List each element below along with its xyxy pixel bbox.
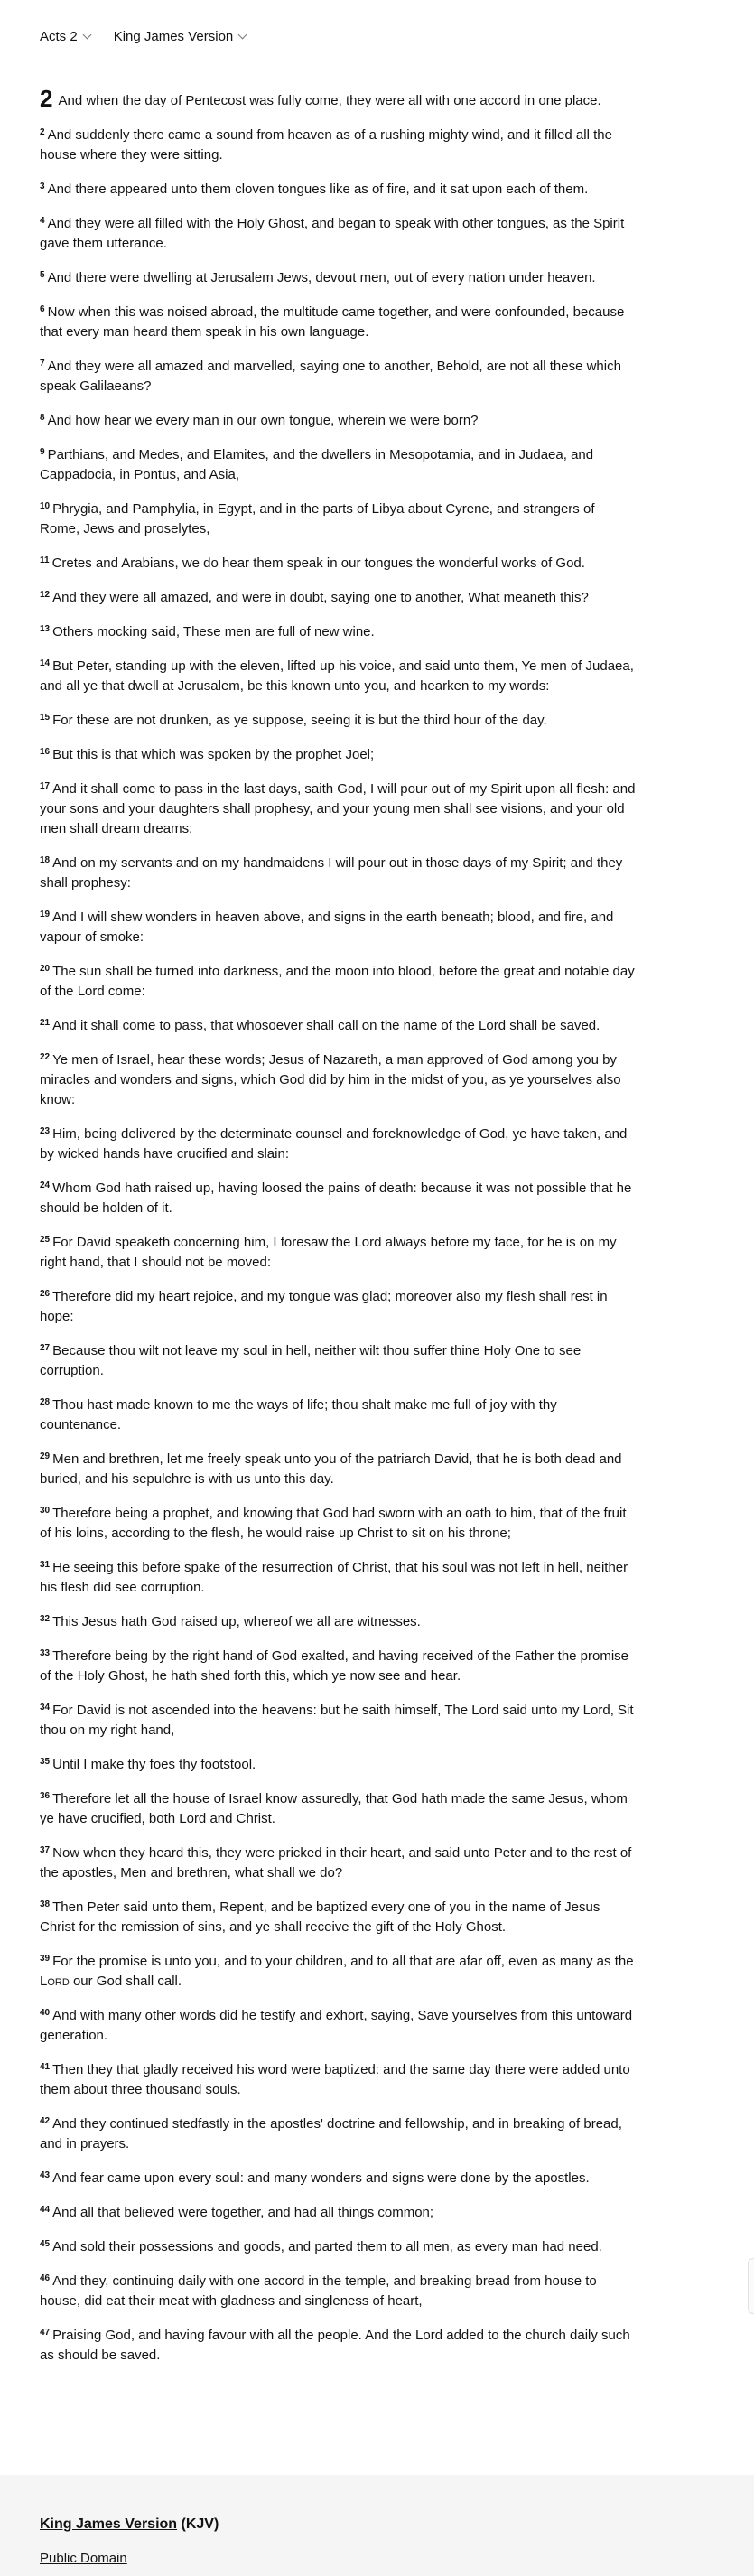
verse-number: 2 bbox=[40, 127, 45, 137]
version-name-link[interactable]: King James Version bbox=[40, 2516, 178, 2532]
verse-number: 30 bbox=[40, 1506, 51, 1516]
verse[interactable] bbox=[40, 214, 636, 254]
verse[interactable] bbox=[40, 745, 636, 765]
verse[interactable] bbox=[40, 2114, 636, 2154]
verse-text: And they were all amazed and marvelled, saying one to another, Behold, are not all these which speak Galilaeans? bbox=[40, 359, 621, 394]
verse-text: And with many other words did he testify and exhort, saying, Save yourselves from this untoward generation. bbox=[40, 2008, 633, 2043]
verse[interactable] bbox=[40, 2169, 636, 2189]
verse-number: 32 bbox=[40, 1614, 51, 1624]
verse-text: Others mocking said, These men are full of new wine. bbox=[52, 624, 375, 639]
verse-text: Until I make thy foes thy footstool. bbox=[52, 1757, 256, 1772]
version-abbreviation: (KJV) bbox=[181, 2516, 219, 2532]
verse-number: 12 bbox=[40, 590, 51, 600]
verse[interactable] bbox=[40, 180, 636, 200]
verse-text: Then they that gladly received his word were baptized: and the same day there were added unto them about three thousand souls. bbox=[40, 2062, 630, 2097]
verse-number: 6 bbox=[40, 304, 45, 314]
verse-text: Therefore let all the house of Israel know assuredly, that God hath made the same Jesus, whom ye have crucified, both Lord and Christ. bbox=[40, 1791, 628, 1826]
version-picker[interactable] bbox=[114, 29, 247, 44]
chapter-number: 2 bbox=[40, 85, 53, 112]
verse[interactable] bbox=[40, 1179, 636, 1218]
verse[interactable] bbox=[40, 126, 636, 165]
verse-text: Therefore being by the right hand of God exalted, and having received of the Father the promise of the Holy Ghost, he hath shed forth this, which ye now see and hear. bbox=[40, 1648, 629, 1684]
verse-text: And there were dwelling at Jerusalem Jews, devout men, out of every nation under heaven. bbox=[47, 270, 596, 285]
verse-text: And fear came upon every soul: and many wonders and signs were done by the apostles. bbox=[52, 2170, 590, 2186]
verse-number: 8 bbox=[40, 413, 45, 423]
verse-number: 19 bbox=[40, 910, 51, 919]
verse[interactable] bbox=[40, 1843, 636, 1883]
verse-number: 26 bbox=[40, 1289, 51, 1299]
verse[interactable] bbox=[40, 303, 636, 342]
book-chapter-picker[interactable] bbox=[40, 29, 90, 44]
verse[interactable] bbox=[40, 85, 636, 112]
verse[interactable] bbox=[40, 2272, 636, 2311]
verse[interactable] bbox=[40, 268, 636, 288]
verse-number: 38 bbox=[40, 1899, 51, 1909]
verse[interactable] bbox=[40, 1755, 636, 1775]
verse-text: Whom God hath raised up, having loosed the pains of death: because it was not possible that he should be holden of it. bbox=[40, 1181, 632, 1216]
verse[interactable] bbox=[40, 2326, 636, 2366]
verse-text: The sun shall be turned into darkness, and the moon into blood, before the great and notable day of the Lord come: bbox=[40, 964, 635, 999]
verse-text: For these are not drunken, as ye suppose, seeing it is but the third hour of the day. bbox=[52, 713, 547, 728]
divine-name: Lord bbox=[40, 1974, 70, 1989]
verse-text: Because thou wilt not leave my soul in hell, neither wilt thou suffer thine Holy One to see corruption. bbox=[40, 1343, 582, 1378]
verse-number: 42 bbox=[40, 2116, 51, 2126]
verse-text: Cretes and Arabians, we do hear them speak in our tongues the wonderful works of God. bbox=[51, 555, 585, 571]
verse[interactable] bbox=[40, 1016, 636, 1036]
verse[interactable] bbox=[40, 1450, 636, 1489]
chevron-down-icon bbox=[238, 30, 247, 39]
verse[interactable] bbox=[40, 962, 636, 1002]
verse[interactable] bbox=[40, 1898, 636, 1937]
verse-text: Now when they heard this, they were pricked in their heart, and said unto Peter and to the rest of the apostles, Men and brethren, what shall we do? bbox=[40, 1845, 632, 1881]
verse[interactable] bbox=[40, 1612, 636, 1632]
verse-text: And all that believed were together, and had all things common; bbox=[52, 2205, 434, 2220]
verse-text: But this is that which was spoken by the prophet Joel; bbox=[52, 747, 375, 762]
verse[interactable] bbox=[40, 2060, 636, 2100]
verse-number: 31 bbox=[40, 1560, 51, 1570]
verse-number: 11 bbox=[40, 555, 50, 565]
book-chapter-label: Acts 2 bbox=[40, 28, 78, 44]
verse[interactable] bbox=[40, 1050, 636, 1110]
verse[interactable] bbox=[40, 1125, 636, 1164]
verse-text: And when the day of Pentecost was fully come, they were all with one accord in one place. bbox=[58, 93, 601, 108]
verse[interactable] bbox=[40, 1558, 636, 1598]
verse[interactable] bbox=[40, 779, 636, 839]
verse-number: 40 bbox=[40, 2008, 51, 2018]
verse-text: Praising God, and having favour with all the people. And the Lord added to the church daily such as should be saved. bbox=[40, 2328, 630, 2363]
verse-number: 16 bbox=[40, 747, 51, 757]
version-credit bbox=[40, 2516, 219, 2533]
verse-number: 34 bbox=[40, 1703, 51, 1713]
verse-number: 45 bbox=[40, 2239, 51, 2249]
verse-number: 46 bbox=[40, 2273, 51, 2283]
license-link[interactable]: Public Domain bbox=[40, 2551, 127, 2566]
verse[interactable] bbox=[40, 1395, 636, 1435]
verse-number: 3 bbox=[40, 182, 45, 191]
verse-text: And suddenly there came a sound from heaven as of a rushing mighty wind, and it filled all the house where they were sitting. bbox=[40, 127, 612, 163]
verse-text: Parthians, and Medes, and Elamites, and the dwellers in Mesopotamia, and in Judaea, and Cappadocia, in Pontus, and Asia, bbox=[40, 447, 594, 482]
verse-number: 14 bbox=[40, 658, 51, 668]
verse-text: And how hear we every man in our own tongue, wherein we were born? bbox=[47, 413, 479, 428]
verse-text: Ye men of Israel, hear these words; Jesus of Nazareth, a man approved of God among you by miracles and wonders and signs, which God did by him in the midst of you, as ye yourselves also know: bbox=[40, 1052, 621, 1107]
verse-number: 28 bbox=[40, 1397, 51, 1407]
verse-text: And I will shew wonders in heaven above, and signs in the earth beneath; blood, and fire, and vapour of smoke: bbox=[40, 910, 614, 945]
verse-number: 4 bbox=[40, 216, 45, 226]
verse-number: 23 bbox=[40, 1126, 51, 1136]
verse[interactable] bbox=[40, 445, 636, 485]
verse[interactable] bbox=[40, 411, 636, 431]
verse[interactable] bbox=[40, 622, 636, 642]
verse-text: And on my servants and on my handmaidens I will pour out in those days of my Spirit; and they shall prophesy: bbox=[40, 855, 623, 891]
verse-number: 44 bbox=[40, 2205, 51, 2215]
verse-text: our God shall call. bbox=[69, 1974, 182, 1989]
chevron-down-icon bbox=[82, 30, 91, 39]
verse-number: 7 bbox=[40, 359, 45, 369]
verse-text: Now when this was noised abroad, the multitude came together, and were confounded, because that every man heard them speak in his own language. bbox=[40, 304, 625, 340]
verse[interactable] bbox=[40, 554, 636, 574]
verse-text: He seeing this before spake of the resurrection of Christ, that his soul was not left in hell, neither his flesh did see corruption. bbox=[40, 1560, 628, 1595]
verse-text: And they were all amazed, and were in doubt, saying one to another, What meaneth this? bbox=[52, 590, 589, 605]
verse-text: For David speaketh concerning him, I foresaw the Lord always before my face, for he is on my right hand, that I should not be moved: bbox=[40, 1235, 617, 1270]
verse-text: Therefore being a prophet, and knowing that God had sworn with an oath to him, that of the fruit of his loins, according to the flesh, he would raise up Christ to sit on his throne; bbox=[40, 1506, 627, 1541]
verse-text: For the promise is unto you, and to your children, and to all that are afar off, even as many as the bbox=[52, 1954, 634, 1969]
verse-text: Thou hast made known to me the ways of life; thou shalt make me full of joy with thy countenance. bbox=[40, 1397, 557, 1433]
verse[interactable] bbox=[40, 357, 636, 397]
verse-number: 33 bbox=[40, 1648, 51, 1658]
verse[interactable] bbox=[40, 908, 636, 947]
verse-text: Therefore did my heart rejoice, and my tongue was glad; moreover also my flesh shall rest in hope: bbox=[40, 1289, 608, 1324]
reader-header bbox=[0, 0, 754, 72]
chapter-text bbox=[40, 85, 636, 2380]
verse-text: This Jesus hath God raised up, whereof we all are witnesses. bbox=[52, 1614, 421, 1629]
verse-number: 5 bbox=[40, 270, 45, 280]
side-panel-handle[interactable] bbox=[748, 2258, 754, 2314]
verse-text: And it shall come to pass in the last days, saith God, I will pour out of my Spirit upon all flesh: and your sons and your daughters shall prophesy, and your young men shall see visions, and your old men shall dream dreams: bbox=[40, 781, 636, 836]
verse-text: But Peter, standing up with the eleven, lifted up his voice, and said unto them, Ye men of Judaea, and all ye that dwell at Jerusalem, be this known unto you, and hearken to my words: bbox=[40, 658, 634, 694]
verse-number: 43 bbox=[40, 2170, 51, 2180]
verse[interactable] bbox=[40, 588, 636, 608]
verse-number: 18 bbox=[40, 855, 51, 865]
verse[interactable] bbox=[40, 2237, 636, 2257]
verse-number: 37 bbox=[40, 1845, 51, 1855]
verse[interactable] bbox=[40, 1647, 636, 1686]
verse-number: 20 bbox=[40, 964, 51, 974]
verse[interactable] bbox=[40, 1789, 636, 1829]
verse-text: And they continued stedfastly in the apostles' doctrine and fellowship, and in breaking of bread, and in prayers. bbox=[40, 2116, 622, 2151]
verse-number: 35 bbox=[40, 1757, 51, 1767]
verse[interactable] bbox=[40, 657, 636, 696]
verse-number: 36 bbox=[40, 1791, 51, 1801]
verse-number: 13 bbox=[40, 624, 51, 634]
verse-number: 15 bbox=[40, 713, 51, 723]
verse-number: 10 bbox=[40, 501, 51, 511]
verse[interactable] bbox=[40, 1504, 636, 1544]
verse-text: Men and brethren, let me freely speak unto you of the patriarch David, that he is both dead and buried, and his sepulchre is with us unto this day. bbox=[40, 1451, 622, 1487]
verse-text: Phrygia, and Pamphylia, in Egypt, and in the parts of Libya about Cyrene, and strangers of Rome, Jews and proselytes, bbox=[40, 501, 595, 537]
verse[interactable] bbox=[40, 854, 636, 893]
verse-number: 17 bbox=[40, 781, 51, 791]
verse-text: And it shall come to pass, that whosoever shall call on the name of the Lord shall be saved. bbox=[52, 1018, 600, 1033]
verse-number: 9 bbox=[40, 447, 45, 457]
verse-text: And sold their possessions and goods, and parted them to all men, as every man had need. bbox=[52, 2239, 602, 2254]
verse[interactable] bbox=[40, 2203, 636, 2223]
verse[interactable] bbox=[40, 711, 636, 731]
verse-text: And they were all filled with the Holy Ghost, and began to speak with other tongues, as the Spirit gave them utterance. bbox=[40, 216, 625, 251]
verse[interactable] bbox=[40, 499, 636, 539]
verse[interactable] bbox=[40, 1952, 636, 1992]
verse[interactable] bbox=[40, 2006, 636, 2046]
verse-number: 25 bbox=[40, 1235, 51, 1245]
verse[interactable] bbox=[40, 1341, 636, 1381]
verse-number: 47 bbox=[40, 2328, 51, 2338]
verse-text: Then Peter said unto them, Repent, and be baptized every one of you in the name of Jesus Christ for the remission of sins, and ye shall receive the gift of the Holy Ghost. bbox=[40, 1899, 600, 1935]
verse-number: 41 bbox=[40, 2062, 51, 2072]
verse-number: 29 bbox=[40, 1451, 51, 1461]
verse-number: 22 bbox=[40, 1052, 51, 1062]
verse-text: And there appeared unto them cloven tongues like as of fire, and it sat upon each of them. bbox=[47, 182, 589, 197]
verse[interactable] bbox=[40, 1287, 636, 1327]
verse-number: 21 bbox=[40, 1018, 51, 1028]
version-label: King James Version bbox=[113, 28, 234, 44]
verse-number: 24 bbox=[40, 1181, 51, 1190]
verse[interactable] bbox=[40, 1233, 636, 1273]
verse[interactable] bbox=[40, 1701, 636, 1741]
copyright-footer bbox=[0, 2475, 754, 2576]
verse-text: And they, continuing daily with one accord in the temple, and breaking bread from house to house, did eat their meat with gladness and singleness of heart, bbox=[40, 2273, 597, 2309]
verse-number: 27 bbox=[40, 1343, 51, 1353]
verse-number: 39 bbox=[40, 1954, 51, 1964]
verse-text: For David is not ascended into the heavens: but he saith himself, The Lord said unto my Lord, Sit thou on my right hand, bbox=[40, 1703, 634, 1738]
verse-text: Him, being delivered by the determinate counsel and foreknowledge of God, ye have taken, and by wicked hands have crucified and slain: bbox=[40, 1126, 628, 1162]
